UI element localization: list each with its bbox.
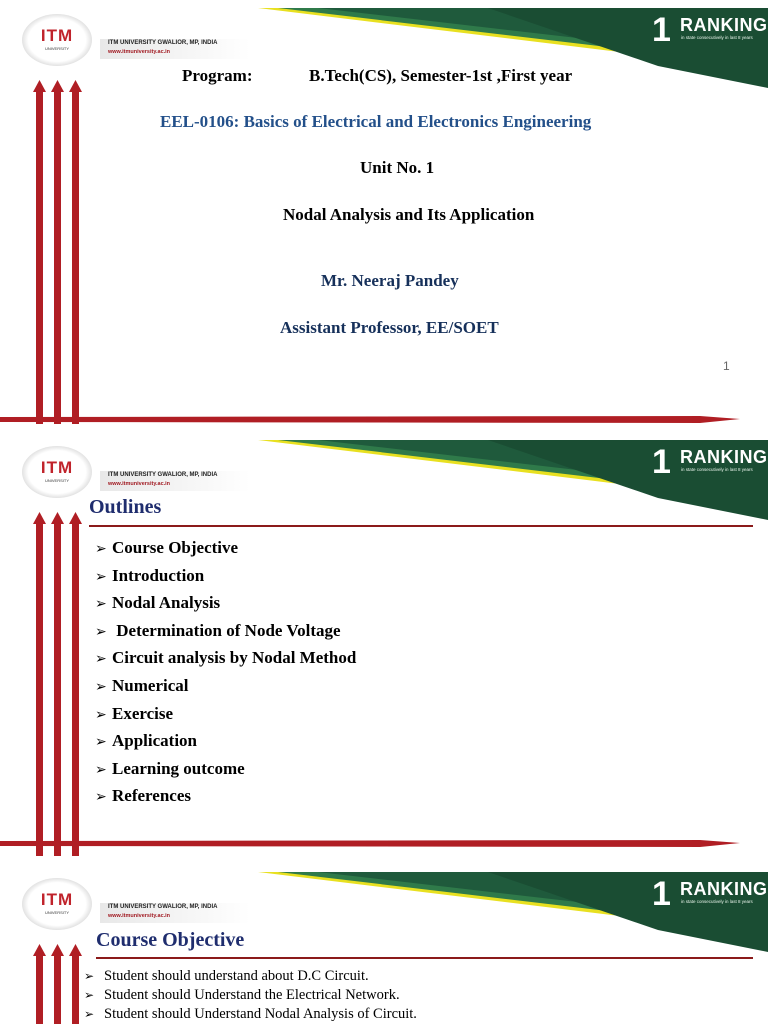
university-name: ITM UNIVERSITY GWALIOR, MP, INDIA bbox=[108, 904, 218, 910]
list-item bbox=[84, 968, 417, 987]
arrowhead-bullet-icon: ➢ bbox=[95, 678, 107, 695]
list-item bbox=[95, 621, 356, 649]
unit-number: Unit No. 1 bbox=[360, 158, 435, 177]
list-item-label: Course Objective bbox=[112, 538, 239, 557]
slide-course-objective bbox=[0, 864, 768, 1024]
list-item bbox=[84, 1006, 417, 1024]
list-item bbox=[95, 759, 356, 787]
arrowhead-bullet-icon: ➢ bbox=[95, 761, 107, 778]
course-title: EEL-0106: Basics of Electrical and Electronics Engineering bbox=[160, 112, 592, 131]
slide-title bbox=[0, 0, 768, 432]
logo-subtext: UNIVERSITY bbox=[44, 46, 69, 51]
arrowhead-bullet-icon: ➢ bbox=[95, 541, 107, 557]
ranking-subtext: in state consecutively in last 8 years bbox=[681, 899, 753, 904]
red-footer-rule bbox=[0, 414, 740, 424]
list-item-label: Numerical bbox=[112, 675, 189, 695]
list-item bbox=[95, 676, 356, 704]
logo-text: ITM bbox=[40, 458, 74, 477]
list-item bbox=[95, 704, 356, 732]
list-item-label: Determination of Node Voltage bbox=[112, 620, 341, 640]
list-item-label: Student should Understand the Electrical Network. bbox=[104, 987, 400, 1003]
list-item bbox=[95, 648, 356, 676]
university-logo bbox=[22, 878, 92, 930]
ranking-label: RANKING bbox=[680, 447, 768, 467]
ranking-label: RANKING bbox=[680, 879, 768, 899]
heading-rule bbox=[89, 525, 753, 527]
ranking-subtext: in state consecutively in last 8 years bbox=[681, 467, 753, 472]
program-value: B.Tech(CS), Semester-1st ,First year bbox=[309, 66, 573, 85]
author-name: Mr. Neeraj Pandey bbox=[321, 271, 459, 290]
arrowhead-bullet-icon: ➢ bbox=[84, 1007, 95, 1021]
list-item-label: Nodal Analysis bbox=[112, 593, 221, 613]
arrowhead-bullet-icon: ➢ bbox=[95, 734, 107, 751]
ranking-subtext: in state consecutively in last 8 years bbox=[681, 35, 753, 40]
topic-title: Nodal Analysis and Its Application bbox=[283, 205, 535, 224]
arrowhead-bullet-icon: ➢ bbox=[95, 568, 107, 585]
heading-rule bbox=[96, 957, 753, 959]
slide-heading: Course Objective bbox=[96, 929, 245, 951]
logo-text: ITM bbox=[40, 26, 74, 45]
arrowhead-bullet-icon: ➢ bbox=[95, 596, 107, 613]
logo-subtext: UNIVERSITY bbox=[44, 478, 69, 483]
list-item-label: Application bbox=[112, 731, 198, 751]
outline-list bbox=[95, 538, 356, 814]
list-item bbox=[95, 786, 356, 814]
objective-list bbox=[84, 968, 417, 1024]
ranking-number: 1 bbox=[652, 875, 671, 913]
author-position: Assistant Professor, EE/SOET bbox=[280, 318, 499, 337]
arrowhead-bullet-icon: ➢ bbox=[95, 651, 107, 668]
university-logo bbox=[22, 14, 92, 66]
list-item-label: References bbox=[112, 786, 191, 806]
list-item bbox=[95, 731, 356, 759]
university-name: ITM UNIVERSITY GWALIOR, MP, INDIA bbox=[108, 40, 218, 46]
logo-text: ITM bbox=[40, 890, 74, 909]
slide-heading: Outlines bbox=[89, 496, 162, 518]
list-item-label: Learning outcome bbox=[112, 758, 245, 778]
university-name: ITM UNIVERSITY GWALIOR, MP, INDIA bbox=[108, 472, 218, 478]
list-item bbox=[95, 538, 356, 566]
university-logo bbox=[22, 446, 92, 498]
university-website: www.itmuniversity.ac.in bbox=[108, 481, 171, 487]
university-website: www.itmuniversity.ac.in bbox=[108, 913, 171, 919]
ranking-number: 1 bbox=[652, 443, 671, 481]
arrowhead-bullet-icon: ➢ bbox=[95, 706, 107, 723]
logo-subtext: UNIVERSITY bbox=[44, 910, 69, 915]
list-item bbox=[84, 987, 417, 1006]
slide-outlines bbox=[0, 432, 768, 864]
list-item-label: Circuit analysis by Nodal Method bbox=[112, 648, 357, 668]
list-item-label: Introduction bbox=[112, 565, 205, 585]
arrowhead-bullet-icon: ➢ bbox=[95, 623, 107, 640]
list-item-label: Exercise bbox=[112, 703, 174, 723]
arrowhead-bullet-icon: ➢ bbox=[84, 988, 95, 1002]
list-item bbox=[95, 593, 356, 621]
list-item-label: Student should Understand Nodal Analysis of Circuit. bbox=[104, 1006, 417, 1022]
program-label: Program: bbox=[182, 66, 253, 85]
arrowhead-bullet-icon: ➢ bbox=[84, 969, 95, 983]
page-number: 1 bbox=[723, 359, 730, 373]
arrowhead-bullet-icon: ➢ bbox=[95, 789, 107, 806]
ranking-label: RANKING bbox=[680, 15, 768, 35]
ranking-number: 1 bbox=[652, 11, 671, 49]
list-item bbox=[95, 566, 356, 594]
list-item-label: Student should understand about D.C Circuit. bbox=[104, 968, 369, 984]
university-website: www.itmuniversity.ac.in bbox=[108, 49, 171, 55]
red-footer-rule bbox=[0, 838, 740, 848]
